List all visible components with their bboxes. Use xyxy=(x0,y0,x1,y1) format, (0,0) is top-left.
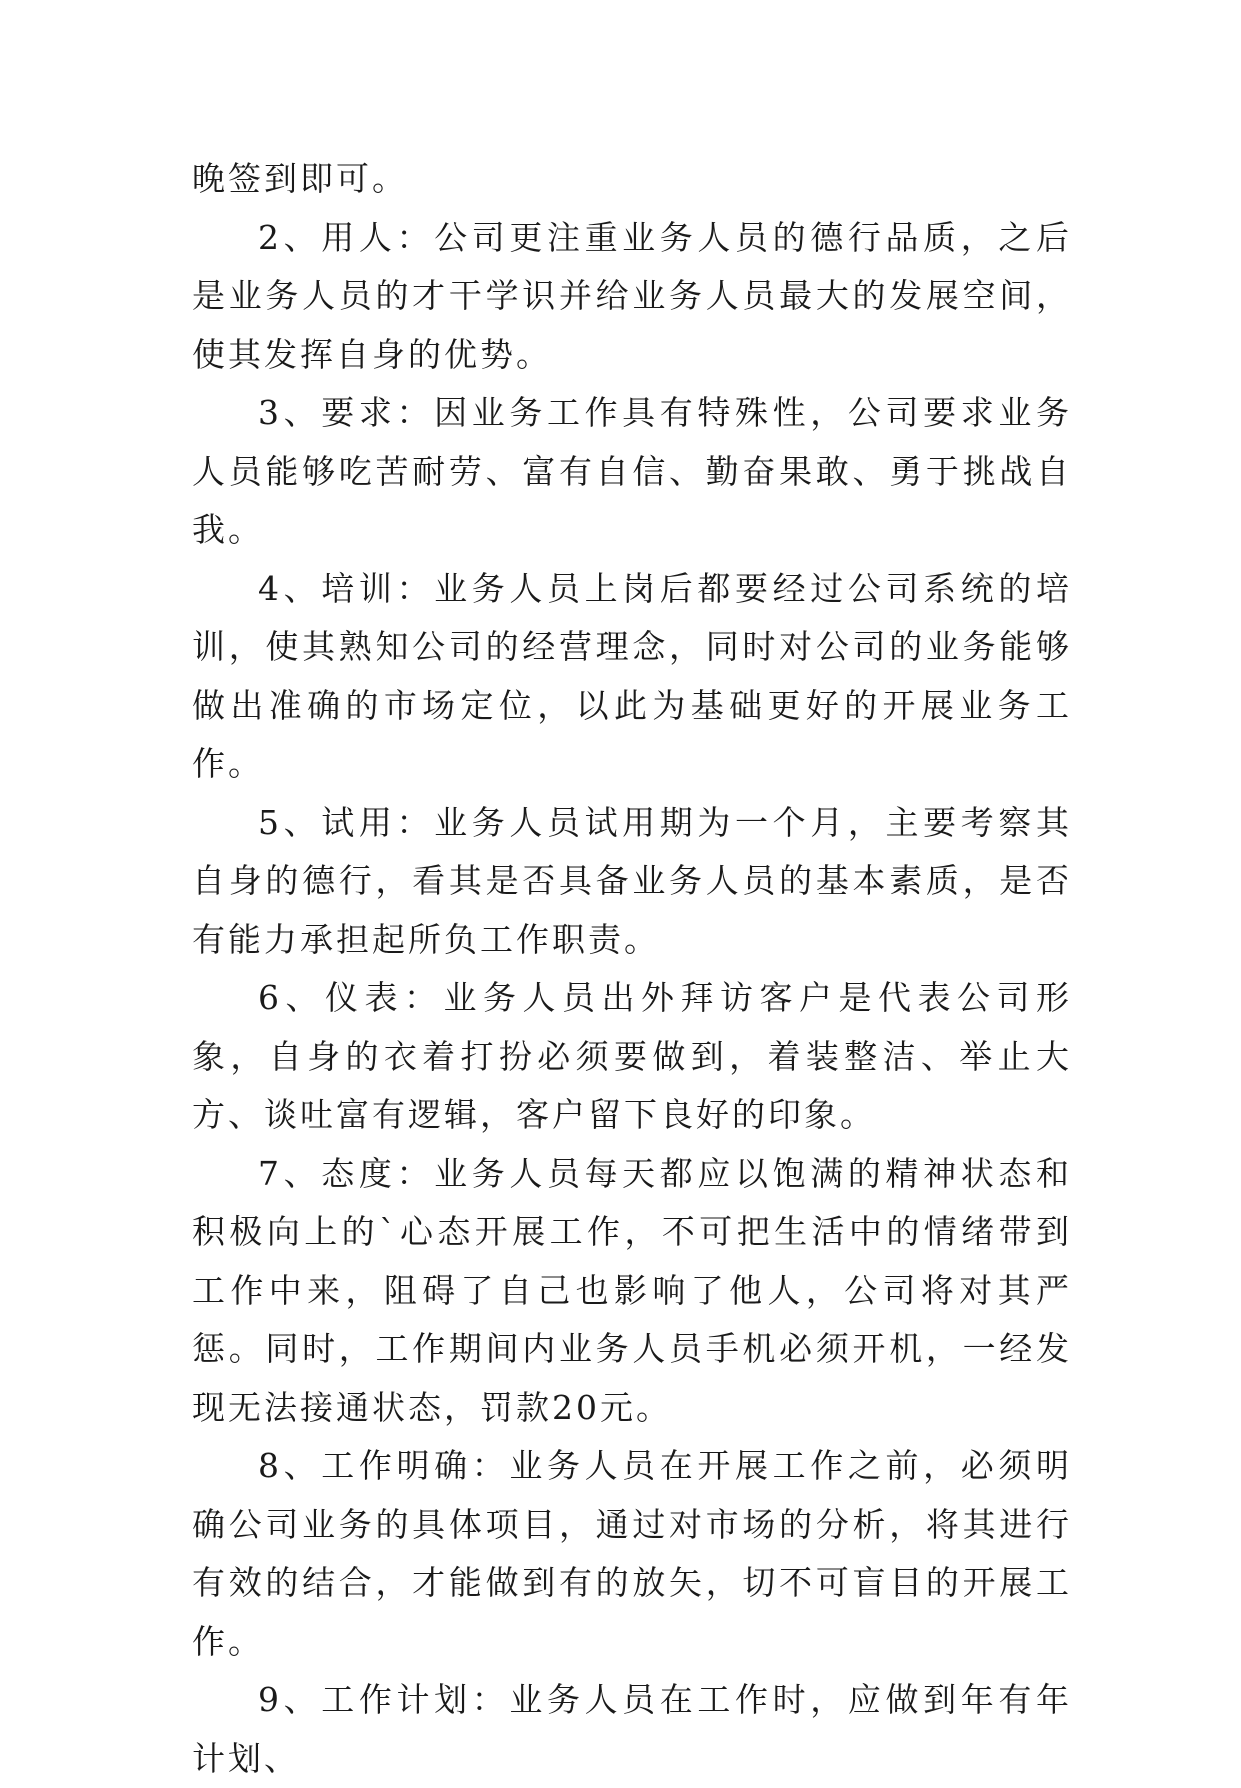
paragraph-item-2: 2、用人：公司更注重业务人员的德行品质，之后是业务人员的才干学识并给业务人员最大的发展空间，使其发挥自身的优势。 xyxy=(192,217,1072,374)
paragraph-item-6: 6、仪表：业务人员出外拜访客户是代表公司形象，自身的衣着打扮必须要做到，着装整洁、举止大方、谈吐富有逻辑，客户留下良好的印象。 xyxy=(192,978,1072,1134)
paragraph-item-8: 8、工作明确：业务人员在开展工作之前，必须明确公司业务的具体项目，通过对市场的分析，将其进行有效的结合，才能做到有的放矢，切不可盲目的开展工作。 xyxy=(192,1446,1072,1661)
paragraph-item-7: 7、态度：业务人员每天都应以饱满的精神状态和积极向上的`心态开展工作，不可把生活中的情绪带到工作中来，阻碍了自己也影响了他人，公司将对其严惩。同时，工作期间内业务人员手机必须开机，一经发现无法接通状态，罚款20元。 xyxy=(192,1153,1072,1427)
document-body xyxy=(192,150,1072,1788)
paragraph-item-5: 5、试用：业务人员试用期为一个月，主要考察其自身的德行，看其是否具备业务人员的基本素质，是否有能力承担起所负工作职责。 xyxy=(192,802,1072,959)
paragraph-continuation: 晚签到即可。 xyxy=(192,159,408,198)
paragraph-item-4: 4、培训：业务人员上岗后都要经过公司系统的培训，使其熟知公司的经营理念，同时对公司的业务能够做出准确的市场定位，以此为基础更好的开展业务工作。 xyxy=(192,568,1072,783)
paragraph-item-3: 3、要求：因业务工作具有特殊性，公司要求业务人员能够吃苦耐劳、富有自信、勤奋果敢、勇于挑战自我。 xyxy=(192,393,1072,549)
paragraph-item-9: 9、工作计划：业务人员在工作时，应做到年有年计划、 xyxy=(192,1680,1072,1778)
